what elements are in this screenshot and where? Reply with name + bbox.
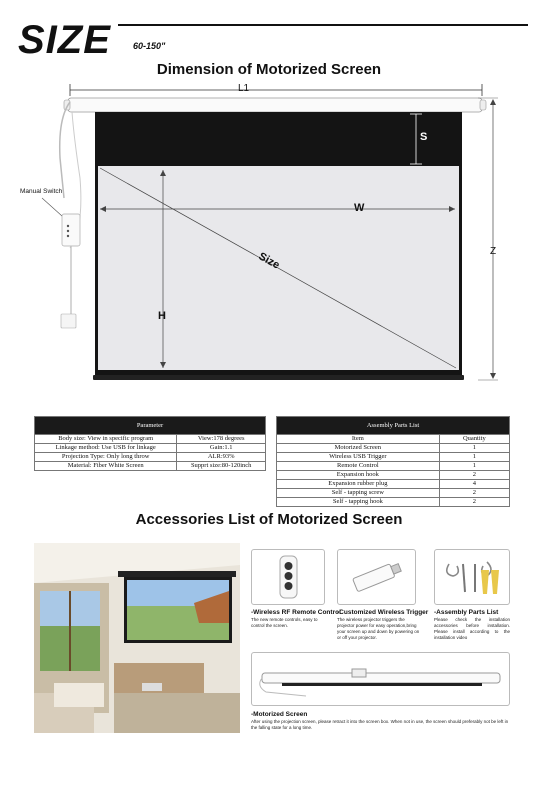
size-range: 60-150" xyxy=(133,41,166,51)
section-title-dimension: Dimension of Motorized Screen xyxy=(156,61,382,78)
parts-title: -Assembly Parts List xyxy=(434,609,499,616)
remote-control-icon xyxy=(252,550,324,604)
table-row xyxy=(35,453,266,462)
table-cell: Body size: View in specific program xyxy=(35,435,177,444)
label-l1: L1 xyxy=(238,83,250,94)
table-cell: 2 xyxy=(439,498,509,507)
power-plug xyxy=(61,314,76,328)
table-cell: Expansion rubber plug xyxy=(277,480,440,489)
table-cell: Expansion hook xyxy=(277,471,440,480)
assembly-parts-table xyxy=(276,416,510,507)
label-size: Size xyxy=(256,250,282,272)
table-cell: 1 xyxy=(439,453,509,462)
table-cell: Material: Fiber White Screen xyxy=(35,462,177,471)
header-rule xyxy=(118,24,528,26)
section-title-accessories: Accessories List of Motorized Screen xyxy=(135,511,403,528)
table-row xyxy=(277,453,510,462)
table-row xyxy=(277,444,510,453)
table-cell: Self - tapping hook xyxy=(277,498,440,507)
table-cell: 2 xyxy=(439,471,509,480)
table-cell: 2 xyxy=(439,489,509,498)
brand-logo: SIZE xyxy=(18,18,111,62)
table-cell: 4 xyxy=(439,480,509,489)
trigger-text: The wireless projector triggers the projector power for easy operation,bring your screen up and down by powering on or off your projector. xyxy=(337,617,420,640)
room-photo xyxy=(34,543,240,733)
motorized-screen-card xyxy=(251,652,510,706)
label-w: W xyxy=(354,202,365,214)
table-cell: 1 xyxy=(439,462,509,471)
parts-card xyxy=(434,549,510,605)
table-cell: Self - tapping screw xyxy=(277,489,440,498)
label-h: H xyxy=(158,310,166,322)
table-cell: Remote Control xyxy=(277,462,440,471)
table-cell: Wireless USB Trigger xyxy=(277,453,440,462)
col-item: Item xyxy=(277,435,440,444)
bottom-bar xyxy=(93,375,464,380)
table-cell: View:178 degrees xyxy=(177,435,266,444)
trigger-card xyxy=(337,549,416,605)
col-quantity: Quantity xyxy=(439,435,509,444)
parts-header: Assembly Parts List xyxy=(277,417,510,435)
table-row xyxy=(35,462,266,471)
table-cell: ALR:93% xyxy=(177,453,266,462)
screen-case xyxy=(68,98,482,112)
table-cell: 1 xyxy=(439,444,509,453)
label-s: S xyxy=(420,131,428,143)
manual-switch-box xyxy=(62,214,80,246)
table-row xyxy=(277,471,510,480)
table-cell: Projection Type: Only long throw xyxy=(35,453,177,462)
usb-trigger-icon xyxy=(338,550,415,604)
screen-text: After using the projection screen, please retract it into the screen box. When not in use, the screen should preferably not be left in the falling state for a long time. xyxy=(251,719,509,730)
label-manual-switch: Manual Switch xyxy=(20,188,63,195)
table-row xyxy=(277,462,510,471)
table-row xyxy=(277,480,510,489)
parameter-table xyxy=(34,416,266,471)
parameter-header: Parameter xyxy=(35,417,266,435)
parts-text: Please check the installation accessories before installation. Please install according to the installation video xyxy=(434,617,510,640)
table-cell: Motorized Screen xyxy=(277,444,440,453)
remote-card xyxy=(251,549,325,605)
table-cell: Linkage method: Use USB for linkage xyxy=(35,444,177,453)
trigger-title: -Customized Wireless Trigger xyxy=(337,609,429,616)
table-row xyxy=(35,435,266,444)
table-row xyxy=(277,498,510,507)
dimension-diagram xyxy=(0,78,538,408)
table-cell: Supprt size:80-120inch xyxy=(177,462,266,471)
table-row xyxy=(277,489,510,498)
remote-text: The new remote controls, easy to control the screen. xyxy=(251,617,318,628)
label-z: Z xyxy=(490,246,497,257)
table-row xyxy=(35,444,266,453)
remote-title: -Wireless RF Remote Control xyxy=(251,609,341,616)
screen-title: -Motorized Screen xyxy=(251,711,308,718)
motorized-screen-icon xyxy=(252,653,509,705)
table-row xyxy=(277,435,510,444)
hardware-parts-icon xyxy=(435,550,509,604)
table-cell: Gain:1.1 xyxy=(177,444,266,453)
